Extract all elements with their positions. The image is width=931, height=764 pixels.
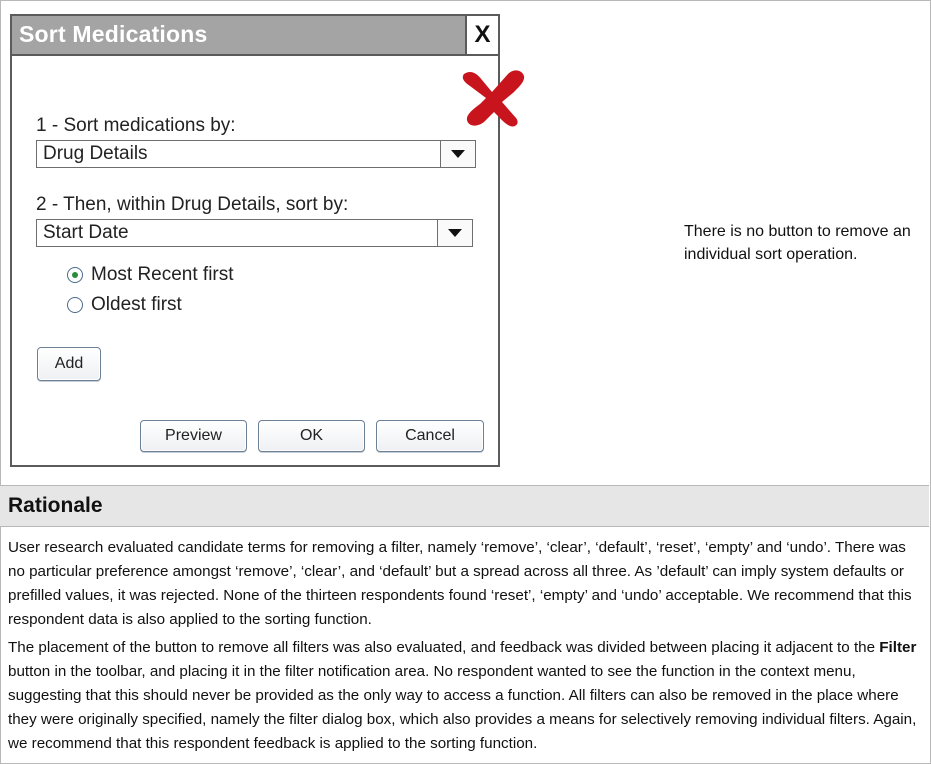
sort-by-select[interactable] (36, 140, 476, 168)
red-x-mark-icon (458, 66, 528, 128)
dialog-title: Sort Medications (19, 21, 208, 47)
radio-button-unchecked[interactable] (67, 297, 83, 313)
dropdown-arrow-icon[interactable] (437, 220, 472, 246)
close-button[interactable] (465, 16, 498, 54)
rationale-heading: Rationale (8, 494, 103, 517)
then-by-label: 2 - Then, within Drug Details, sort by: (36, 194, 349, 215)
dialog-titlebar (12, 16, 498, 56)
side-note: There is no button to remove an individual sort operation. (684, 223, 911, 263)
close-icon: X (474, 21, 491, 48)
then-by-value: Start Date (43, 222, 129, 243)
radio-button-checked[interactable] (67, 267, 83, 283)
preview-button[interactable]: Preview (140, 420, 247, 452)
ok-button[interactable]: OK (258, 420, 365, 452)
para2-text-end: button in the toolbar, and placing it in the filter notification area. No respondent wanted to see the function in the context menu, suggesting that this should never be provided as the only way to access a function. All filters can also be removed in the place where they were originally specified, namely the filter dialog box, which also provides a means for selectively removing individual filters. Again, we recommend that this respondent feedback is applied to the sorting function. (8, 663, 917, 752)
sort-medications-dialog (10, 14, 500, 467)
then-by-select[interactable] (36, 219, 473, 247)
rationale-paragraph-2 (8, 636, 924, 756)
radio-oldest-label: Oldest first (91, 294, 182, 315)
dropdown-arrow-icon[interactable] (440, 141, 475, 167)
radio-most-recent-label: Most Recent first (91, 264, 234, 285)
rationale-header (0, 485, 929, 527)
add-button[interactable]: Add (37, 347, 101, 381)
sort-by-label: 1 - Sort medications by: (36, 115, 236, 136)
filter-term: Filter (879, 639, 917, 656)
sort-by-value: Drug Details (43, 143, 148, 164)
rationale-paragraph-1: User research evaluated candidate terms for removing a filter, namely ‘remove’, ‘clear’, ‘default’, ‘reset’, ‘empty’ and ‘undo’. There was no particular preference amongst ‘remove’, ‘clear’, and ‘default’ but a spread across all three. As ’default’ can imply system defaults or prefilled values, it was rejected. None of the thirteen respondents found ‘reset’, ‘empty’ and ‘undo’ acceptable. We recommend that this respondent data is also applied to the sorting function. (8, 539, 912, 628)
cancel-button[interactable]: Cancel (376, 420, 484, 452)
para2-text-start: The placement of the button to remove all filters was also evaluated, and feedback was divided between placing it adjacent to the (8, 639, 880, 656)
